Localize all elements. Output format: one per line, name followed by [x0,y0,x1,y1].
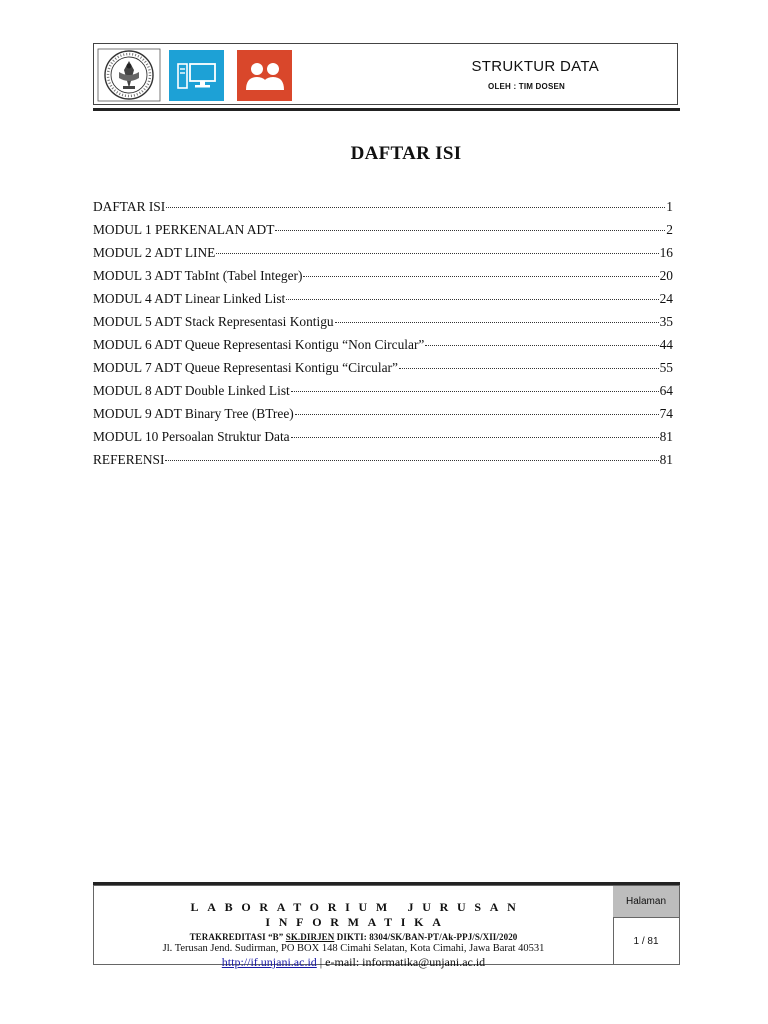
page-label: Halaman [613,886,679,918]
toc-entry-label: MODUL 5 ADT Stack Representasi Kontigu [93,314,334,329]
computer-icon [169,50,224,101]
page-title: DAFTAR ISI [350,143,462,164]
toc-entry-label: MODUL 6 ADT Queue Representasi Kontigu “Non Circular” [93,337,425,352]
toc-dot-leader [291,391,659,392]
toc-entry-page: 74 [659,406,673,421]
toc-dot-leader [165,460,658,461]
toc-dot-leader [216,253,658,254]
toc-entry-page: 35 [659,314,673,329]
table-of-contents [93,199,673,475]
toc-entry-label: MODUL 2 ADT LINE [93,245,216,260]
lab-name: LABORATORIUM JURUSAN INFORMATIKA [190,900,525,929]
footer-info [94,886,614,969]
document-header [93,43,678,105]
header-divider [93,108,680,111]
toc-entry[interactable] [93,383,673,406]
toc-entry-label: MODUL 4 ADT Linear Linked List [93,291,286,306]
toc-entry[interactable] [93,337,673,360]
header-subtitle: OLEH : TIM DOSEN [488,82,565,91]
toc-entry-page: 64 [659,383,673,398]
toc-entry-page: 44 [659,337,673,352]
contact-line [94,955,613,970]
document-footer [93,885,680,969]
accreditation-underlined: SK.DIRJEN [285,932,335,942]
toc-entry-label: MODUL 3 ADT TabInt (Tabel Integer) [93,268,303,283]
website-link[interactable]: http://if.unjani.ac.id [221,955,317,969]
toc-entry-label: MODUL 7 ADT Queue Representasi Kontigu “Circular” [93,360,398,375]
toc-entry-page: 20 [659,268,673,283]
university-seal-icon [97,48,161,102]
accreditation-prefix: TERAKREDITASI “B” [189,932,286,942]
toc-dot-leader [303,276,658,277]
toc-dot-leader [335,322,659,323]
toc-entry-label: DAFTAR ISI [93,199,166,214]
toc-entry[interactable] [93,222,673,245]
toc-entry[interactable] [93,314,673,337]
toc-entry-label: MODUL 9 ADT Binary Tree (BTree) [93,406,294,421]
toc-entry-page: 81 [659,452,673,467]
toc-entry-page: 2 [666,222,673,237]
accreditation-suffix: DIKTI: 8304/SK/BAN-PT/Ak-PPJ/S/XII/2020 [334,932,518,942]
toc-dot-leader [295,414,659,415]
toc-dot-leader [291,437,659,438]
toc-entry-page: 1 [666,199,673,214]
toc-dot-leader [399,368,659,369]
toc-entry-page: 55 [659,360,673,375]
accreditation-text [94,932,613,942]
toc-entry[interactable] [93,360,673,383]
toc-dot-leader [166,207,665,208]
page-number: 1 / 81 [633,935,659,947]
toc-entry-page: 81 [659,429,673,444]
toc-entry-page: 16 [659,245,673,260]
email-text: | e-mail: informatika@unjani.ac.id [316,955,486,969]
toc-entry-label: MODUL 10 Persoalan Struktur Data [93,429,290,444]
toc-dot-leader [286,299,658,300]
users-icon [237,50,292,101]
toc-entry-label: REFERENSI [93,452,165,467]
toc-entry-label: MODUL 8 ADT Double Linked List [93,383,290,398]
toc-dot-leader [425,345,658,346]
toc-entry-label: MODUL 1 PERKENALAN ADT [93,222,275,237]
toc-entry[interactable] [93,268,673,291]
toc-entry[interactable] [93,199,673,222]
toc-entry[interactable] [93,245,673,268]
toc-entry[interactable] [93,429,673,452]
toc-entry[interactable] [93,452,673,475]
toc-dot-leader [275,230,665,231]
address-text: Jl. Terusan Jend. Sudirman, PO BOX 148 Cimahi Selatan, Kota Cimahi, Jawa Barat 40531 [162,943,545,954]
toc-entry[interactable] [93,406,673,429]
header-title: STRUKTUR DATA [471,58,599,75]
toc-entry-page: 24 [659,291,673,306]
toc-entry[interactable] [93,291,673,314]
